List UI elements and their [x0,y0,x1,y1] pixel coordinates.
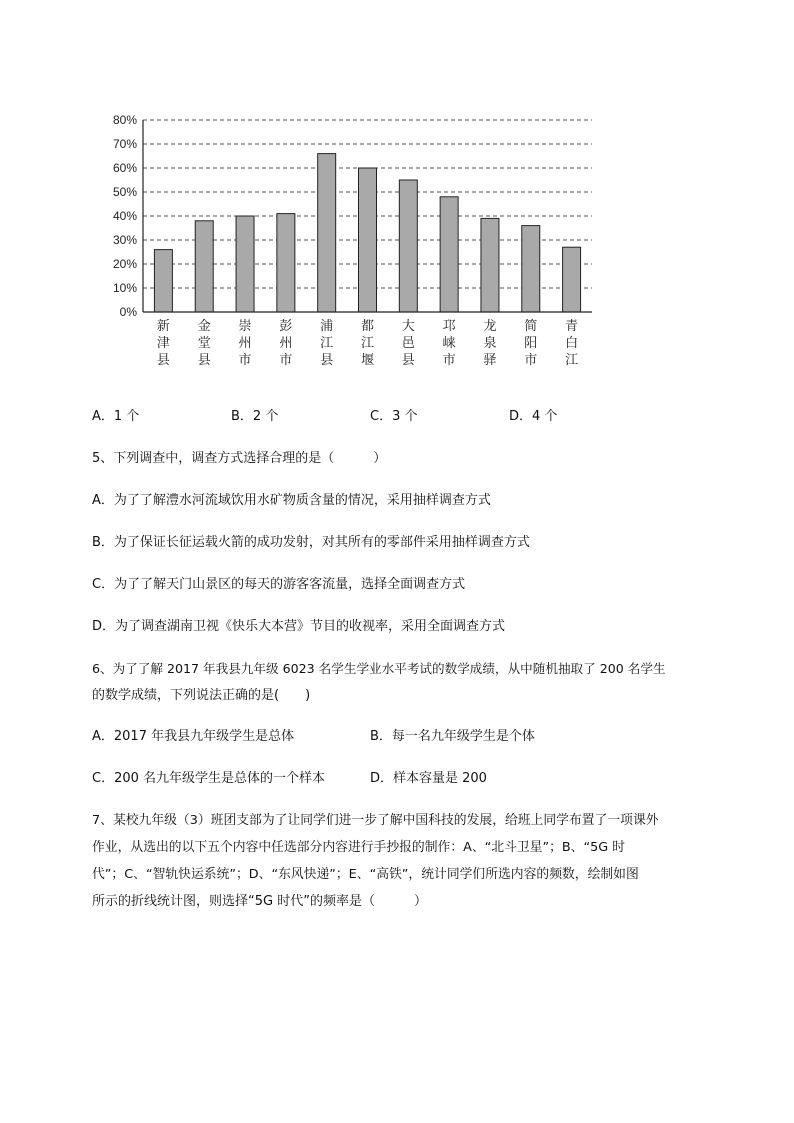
q5-stem: 5、下列调查中，调查方式选择合理的是（ ） [92,451,387,466]
bar [195,221,213,312]
bar [236,216,254,312]
bar [440,197,458,312]
bar-chart [100,108,600,376]
x-tick-label: 彭州市 [279,319,293,368]
q7-line-3: 代”；C、“智轨快运系统”；D、“东风快递”；E、“高铁”，统计同学们所选内容的频数，绘制如图 [92,867,639,882]
x-tick-label: 浦江县 [320,319,334,368]
chart-x-ticks [157,318,578,368]
q5-option-b: B．为了保证长征运载火箭的成功发射，对其所有的零部件采用抽样调查方式 [92,535,530,550]
y-tick-label: 0% [119,305,137,319]
q5-option-d: D．为了调查湖南卫视《快乐大本营》节目的收视率，采用全面调查方式 [92,619,506,634]
x-tick-label: 青白江 [565,319,579,368]
x-tick-label: 崇州市 [238,319,252,368]
bar [154,250,172,312]
q6-option-b: B．每一名九年级学生是个体 [370,729,535,744]
q6-stem-line-1: 6、为了了解 2017 年我县九年级 6023 名学生学业水平考试的数学成绩，从中随机抽取了 200 名学生 [92,661,666,676]
bar [277,214,295,312]
x-tick-label: 都江堰 [360,319,375,368]
y-tick-label: 30% [112,233,137,247]
x-tick-label: 新津县 [156,319,170,368]
y-tick-label: 50% [112,185,137,199]
q6-option-a: A．2017 年我县九年级学生是总体 [92,729,295,744]
bar [318,154,336,312]
q7-line-2: 作业，从选出的以下五个内容中任选部分内容进行手抄报的制作：A、“北斗卫星”；B、“5G 时 [92,840,626,855]
q5-option-a: A．为了了解澧水河流域饮用水矿物质含量的情况，采用抽样调查方式 [92,493,491,508]
q4-option-c: C．3 个 [370,409,418,424]
q6-option-d: D．样本容量是 200 [370,771,487,786]
x-tick-label: 邛崃市 [442,319,456,368]
x-tick-label: 大邑县 [401,319,415,368]
bar [522,226,540,312]
bar [359,168,377,312]
y-tick-label: 60% [112,161,137,175]
q7-line-4: 所示的折线统计图，则选择“5G 时代”的频率是（ ） [92,894,427,909]
q5-option-c: C．为了了解天门山景区的每天的游客客流量，选择全面调查方式 [92,577,466,592]
q4-option-b: B．2 个 [231,409,279,424]
bar [399,180,417,312]
y-tick-label: 10% [112,281,137,295]
x-tick-label: 龙泉驿 [483,319,497,368]
y-tick-label: 80% [112,113,137,127]
chart-y-ticks [113,113,137,319]
y-tick-label: 70% [112,137,137,151]
bar [481,218,499,312]
q4-option-a: A．1 个 [92,409,140,424]
y-tick-label: 40% [112,209,137,223]
y-tick-label: 20% [112,257,137,271]
q7-line-1: 7、某校九年级（3）班团支部为了让同学们进一步了解中国科技的发展，给班上同学布置了一项课外 [92,813,659,828]
q6-option-c: C．200 名九年级学生是总体的一个样本 [92,771,326,786]
x-tick-label: 金堂县 [197,319,211,368]
q6-stem-line-2: 的数学成绩，下列说法正确的是( ) [92,688,311,703]
q4-option-d: D．4 个 [509,409,558,424]
bar [563,247,581,312]
x-tick-label: 简阳市 [524,319,538,368]
